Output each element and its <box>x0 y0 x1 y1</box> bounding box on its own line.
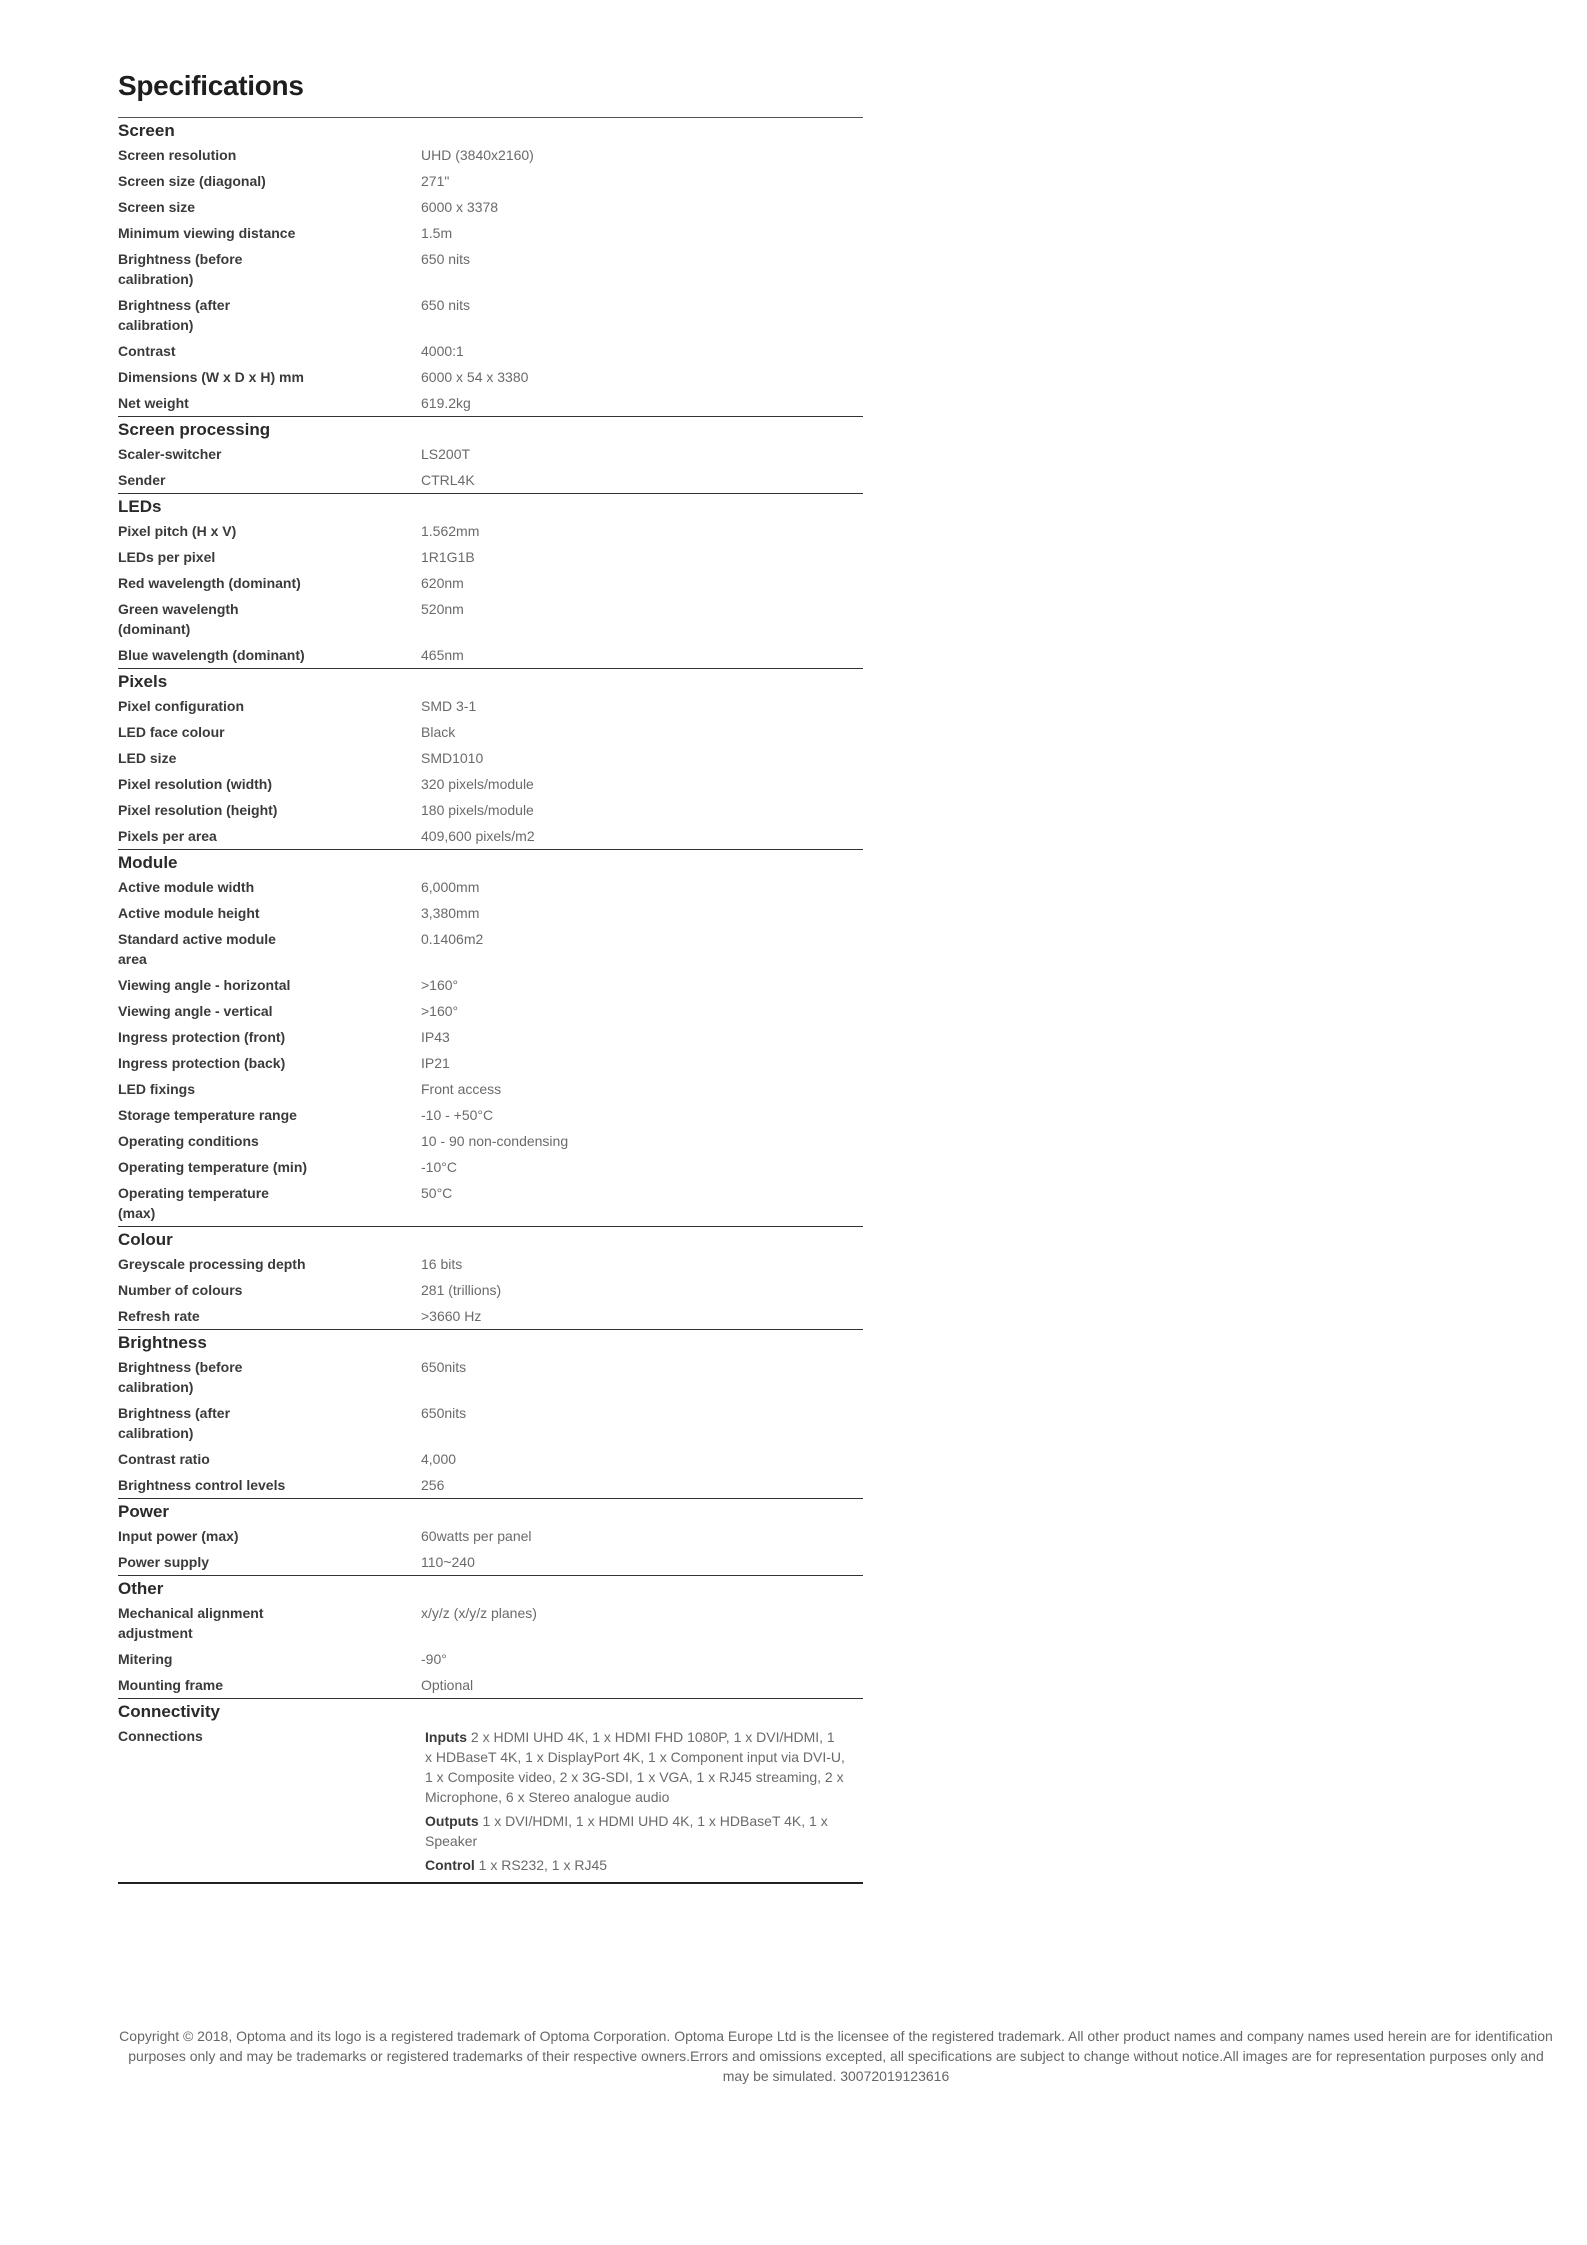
spec-label: Screen resolution <box>118 147 237 163</box>
spec-row <box>118 220 863 246</box>
spec-row <box>118 364 863 390</box>
page-title: Specifications <box>118 70 304 101</box>
section-colour <box>118 1227 863 1330</box>
spec-value: SMD1010 <box>421 750 484 766</box>
spec-value: 281 (trillions) <box>421 1282 502 1298</box>
section-title: Colour <box>118 1230 173 1249</box>
section-title: Brightness <box>118 1333 207 1352</box>
spec-value: >160° <box>421 977 459 993</box>
spec-label: Active module height <box>118 905 260 921</box>
spec-value: 10 - 90 non-condensing <box>421 1133 569 1149</box>
spec-row <box>118 570 863 596</box>
spec-label: Mitering <box>118 1651 173 1667</box>
footer-copyright: Copyright © 2018, Optoma and its logo is a registered trademark of Optoma Corporation. Optoma Europe Ltd is the licensee of the registered trademark. All other product names and company names used herein are for identification purposes only and may be trademarks or registered trademarks of their respective owners.Errors and omissions excepted, all specifications are subject to change without notice.All images are for representation purposes only and may be simulated. 30072019123616 <box>119 2028 1553 2084</box>
spec-row <box>118 1102 863 1128</box>
section-other <box>118 1576 863 1699</box>
spec-row <box>118 518 863 544</box>
spec-label: Viewing angle - horizontal <box>118 977 291 993</box>
spec-value: 619.2kg <box>421 395 471 411</box>
spec-value: >160° <box>421 1003 459 1019</box>
inputs-key: Inputs <box>425 1729 467 1745</box>
spec-value: -10 - +50°C <box>421 1107 494 1123</box>
spec-row <box>118 693 863 719</box>
spec-label: Refresh rate <box>118 1308 200 1324</box>
section-brightness <box>118 1330 863 1499</box>
section-title: Pixels <box>118 672 168 691</box>
spec-label: Blue wavelength (dominant) <box>118 647 305 663</box>
spec-label: Power supply <box>118 1554 210 1570</box>
spec-row <box>118 1646 863 1672</box>
spec-row <box>118 1600 863 1646</box>
spec-row <box>118 771 863 797</box>
spec-label: Ingress protection (front) <box>118 1029 286 1045</box>
spec-value: 60watts per panel <box>421 1528 532 1544</box>
spec-row <box>118 797 863 823</box>
outputs-text: 1 x DVI/HDMI, 1 x HDMI UHD 4K, 1 x HDBaseT 4K, 1 x Speaker <box>425 1813 828 1849</box>
section-title: Other <box>118 1579 164 1598</box>
spec-label: Viewing angle - vertical <box>118 1003 273 1019</box>
spec-label: Red wavelength (dominant) <box>118 575 301 591</box>
spec-value: 650 nits <box>421 251 471 267</box>
spec-row <box>118 544 863 570</box>
spec-value: 3,380mm <box>421 905 480 921</box>
spec-value: 180 pixels/module <box>421 802 534 818</box>
spec-row <box>118 900 863 926</box>
spec-value: IP21 <box>421 1055 450 1071</box>
spec-value: 620nm <box>421 575 464 591</box>
section-title: Connectivity <box>118 1702 221 1721</box>
section-title: LEDs <box>118 497 162 516</box>
spec-label: LED face colour <box>118 724 225 740</box>
outputs-block <box>425 1811 845 1851</box>
section-title: Screen <box>118 121 175 140</box>
spec-row <box>118 1154 863 1180</box>
spec-value: IP43 <box>421 1029 450 1045</box>
spec-row <box>118 719 863 745</box>
spec-label: Scaler-switcher <box>118 446 222 462</box>
spec-value: 50°C <box>421 1185 453 1201</box>
section-pixels <box>118 669 863 850</box>
spec-row <box>118 596 863 642</box>
section-leds <box>118 494 863 669</box>
spec-row <box>118 1277 863 1303</box>
spec-label: Brightness (before calibration) <box>118 251 243 287</box>
spec-label: Pixels per area <box>118 828 217 844</box>
spec-value: 520nm <box>421 601 464 617</box>
spec-value: UHD (3840x2160) <box>421 147 534 163</box>
spec-row <box>118 1180 863 1226</box>
control-text: 1 x RS232, 1 x RJ45 <box>478 1857 608 1873</box>
spec-row <box>118 194 863 220</box>
spec-value: 271" <box>421 173 450 189</box>
spec-label: LEDs per pixel <box>118 549 216 565</box>
spec-label: Input power (max) <box>118 1528 239 1544</box>
spec-value: Optional <box>421 1677 474 1693</box>
spec-label: Dimensions (W x D x H) mm <box>118 369 304 385</box>
spec-label: Pixel resolution (height) <box>118 802 278 818</box>
spec-label: Contrast <box>118 343 176 359</box>
spec-row <box>118 292 863 338</box>
spec-value: LS200T <box>421 446 471 462</box>
section-connectivity <box>118 1699 863 1884</box>
spec-row <box>118 642 863 668</box>
section-module <box>118 850 863 1227</box>
spec-label: Contrast ratio <box>118 1451 210 1467</box>
spec-row <box>118 441 863 467</box>
outputs-key: Outputs <box>425 1813 479 1829</box>
spec-row <box>118 972 863 998</box>
spec-value: 320 pixels/module <box>421 776 534 792</box>
spec-label: Brightness (after calibration) <box>118 297 231 333</box>
spec-value: Black <box>421 724 456 740</box>
spec-row <box>118 1446 863 1472</box>
spec-value: >3660 Hz <box>421 1308 482 1324</box>
spec-value: 256 <box>421 1477 445 1493</box>
spec-label: LED size <box>118 750 177 766</box>
spec-row <box>118 142 863 168</box>
spec-row <box>118 1472 863 1498</box>
spec-row <box>118 745 863 771</box>
spec-row <box>118 1303 863 1329</box>
spec-label: Screen size (diagonal) <box>118 173 266 189</box>
spec-label: Operating conditions <box>118 1133 259 1149</box>
section-screen <box>118 118 863 417</box>
spec-label: Active module width <box>118 879 255 895</box>
spec-row <box>118 1400 863 1446</box>
spec-row <box>118 1672 863 1698</box>
spec-row <box>118 998 863 1024</box>
spec-label: Operating temperature (min) <box>118 1159 308 1175</box>
spec-row <box>118 390 863 416</box>
spec-value: SMD 3-1 <box>421 698 477 714</box>
spec-value: -10°C <box>421 1159 457 1175</box>
spec-value: 1R1G1B <box>421 549 475 565</box>
spec-label: Ingress protection (back) <box>118 1055 286 1071</box>
spec-label: Green wavelength (dominant) <box>118 601 239 637</box>
spec-label: Mechanical alignment adjustment <box>118 1605 264 1641</box>
spec-value: 650nits <box>421 1405 467 1421</box>
spec-row <box>118 1354 863 1400</box>
spec-value: 0.1406m2 <box>421 931 484 947</box>
spec-label: Greyscale processing depth <box>118 1256 306 1272</box>
spec-label: Connections <box>118 1728 203 1744</box>
inputs-text: 2 x HDMI UHD 4K, 1 x HDMI FHD 1080P, 1 x DVI/HDMI, 1 x HDBaseT 4K, 1 x DisplayPort 4K, 1 x Component input via DVI-U, 1 x Composite video, 2 x 3G-SDI, 1 x VGA, 1 x RJ45 streaming, 2 x Microphone, 6 x Stereo analogue audio <box>425 1729 845 1805</box>
spec-value: 650nits <box>421 1359 467 1375</box>
spec-value: x/y/z (x/y/z planes) <box>421 1605 537 1621</box>
spec-row <box>118 338 863 364</box>
spec-value: 650 nits <box>421 297 471 313</box>
spec-value: 6000 x 3378 <box>421 199 499 215</box>
spec-row <box>118 823 863 849</box>
spec-row <box>118 1076 863 1102</box>
spec-value: 6000 x 54 x 3380 <box>421 369 529 385</box>
spec-value: 110~240 <box>421 1554 475 1570</box>
spec-label: Number of colours <box>118 1282 243 1298</box>
spec-value: 1.5m <box>421 225 453 241</box>
section-power <box>118 1499 863 1576</box>
spec-value: 409,600 pixels/m2 <box>421 828 535 844</box>
spec-label: Standard active module area <box>118 931 276 967</box>
section-screen-processing <box>118 417 863 494</box>
section-title: Module <box>118 853 178 872</box>
spec-label: LED fixings <box>118 1081 196 1097</box>
spec-row <box>118 168 863 194</box>
spec-value: Front access <box>421 1081 502 1097</box>
spec-row <box>118 246 863 292</box>
spec-label: Brightness (before calibration) <box>118 1359 243 1395</box>
spec-row <box>118 874 863 900</box>
spec-label: Screen size <box>118 199 196 215</box>
spec-value: -90° <box>421 1651 447 1667</box>
spec-value: 1.562mm <box>421 523 480 539</box>
spec-value: 16 bits <box>421 1256 463 1272</box>
connections-value <box>425 1726 845 1879</box>
spec-row <box>118 1251 863 1277</box>
spec-label: Sender <box>118 472 166 488</box>
spec-row <box>118 1050 863 1076</box>
spec-row <box>118 1024 863 1050</box>
spec-row <box>118 1128 863 1154</box>
spec-label: Mounting frame <box>118 1677 223 1693</box>
control-key: Control <box>425 1857 475 1873</box>
spec-label: Operating temperature (max) <box>118 1185 269 1221</box>
section-title: Screen processing <box>118 420 271 439</box>
spec-row <box>118 1523 863 1549</box>
spec-value: CTRL4K <box>421 472 475 488</box>
spec-label: Pixel pitch (H x V) <box>118 523 237 539</box>
spec-label: Pixel resolution (width) <box>118 776 273 792</box>
inputs-block <box>425 1727 845 1807</box>
spec-label: Pixel configuration <box>118 698 245 714</box>
spec-row <box>118 467 863 493</box>
spec-row <box>118 926 863 972</box>
section-title: Power <box>118 1502 170 1521</box>
spec-label: Net weight <box>118 395 189 411</box>
spec-label: Minimum viewing distance <box>118 225 296 241</box>
spec-label: Brightness (after calibration) <box>118 1405 231 1441</box>
spec-label: Brightness control levels <box>118 1477 286 1493</box>
spec-label: Storage temperature range <box>118 1107 297 1123</box>
spec-value: 6,000mm <box>421 879 480 895</box>
spec-row-connections <box>118 1723 863 1882</box>
spec-row <box>118 1549 863 1575</box>
spec-value: 465nm <box>421 647 464 663</box>
spec-value: 4000:1 <box>421 343 464 359</box>
control-block <box>425 1855 845 1875</box>
spec-value: 4,000 <box>421 1451 457 1467</box>
specifications-table <box>118 117 863 1884</box>
